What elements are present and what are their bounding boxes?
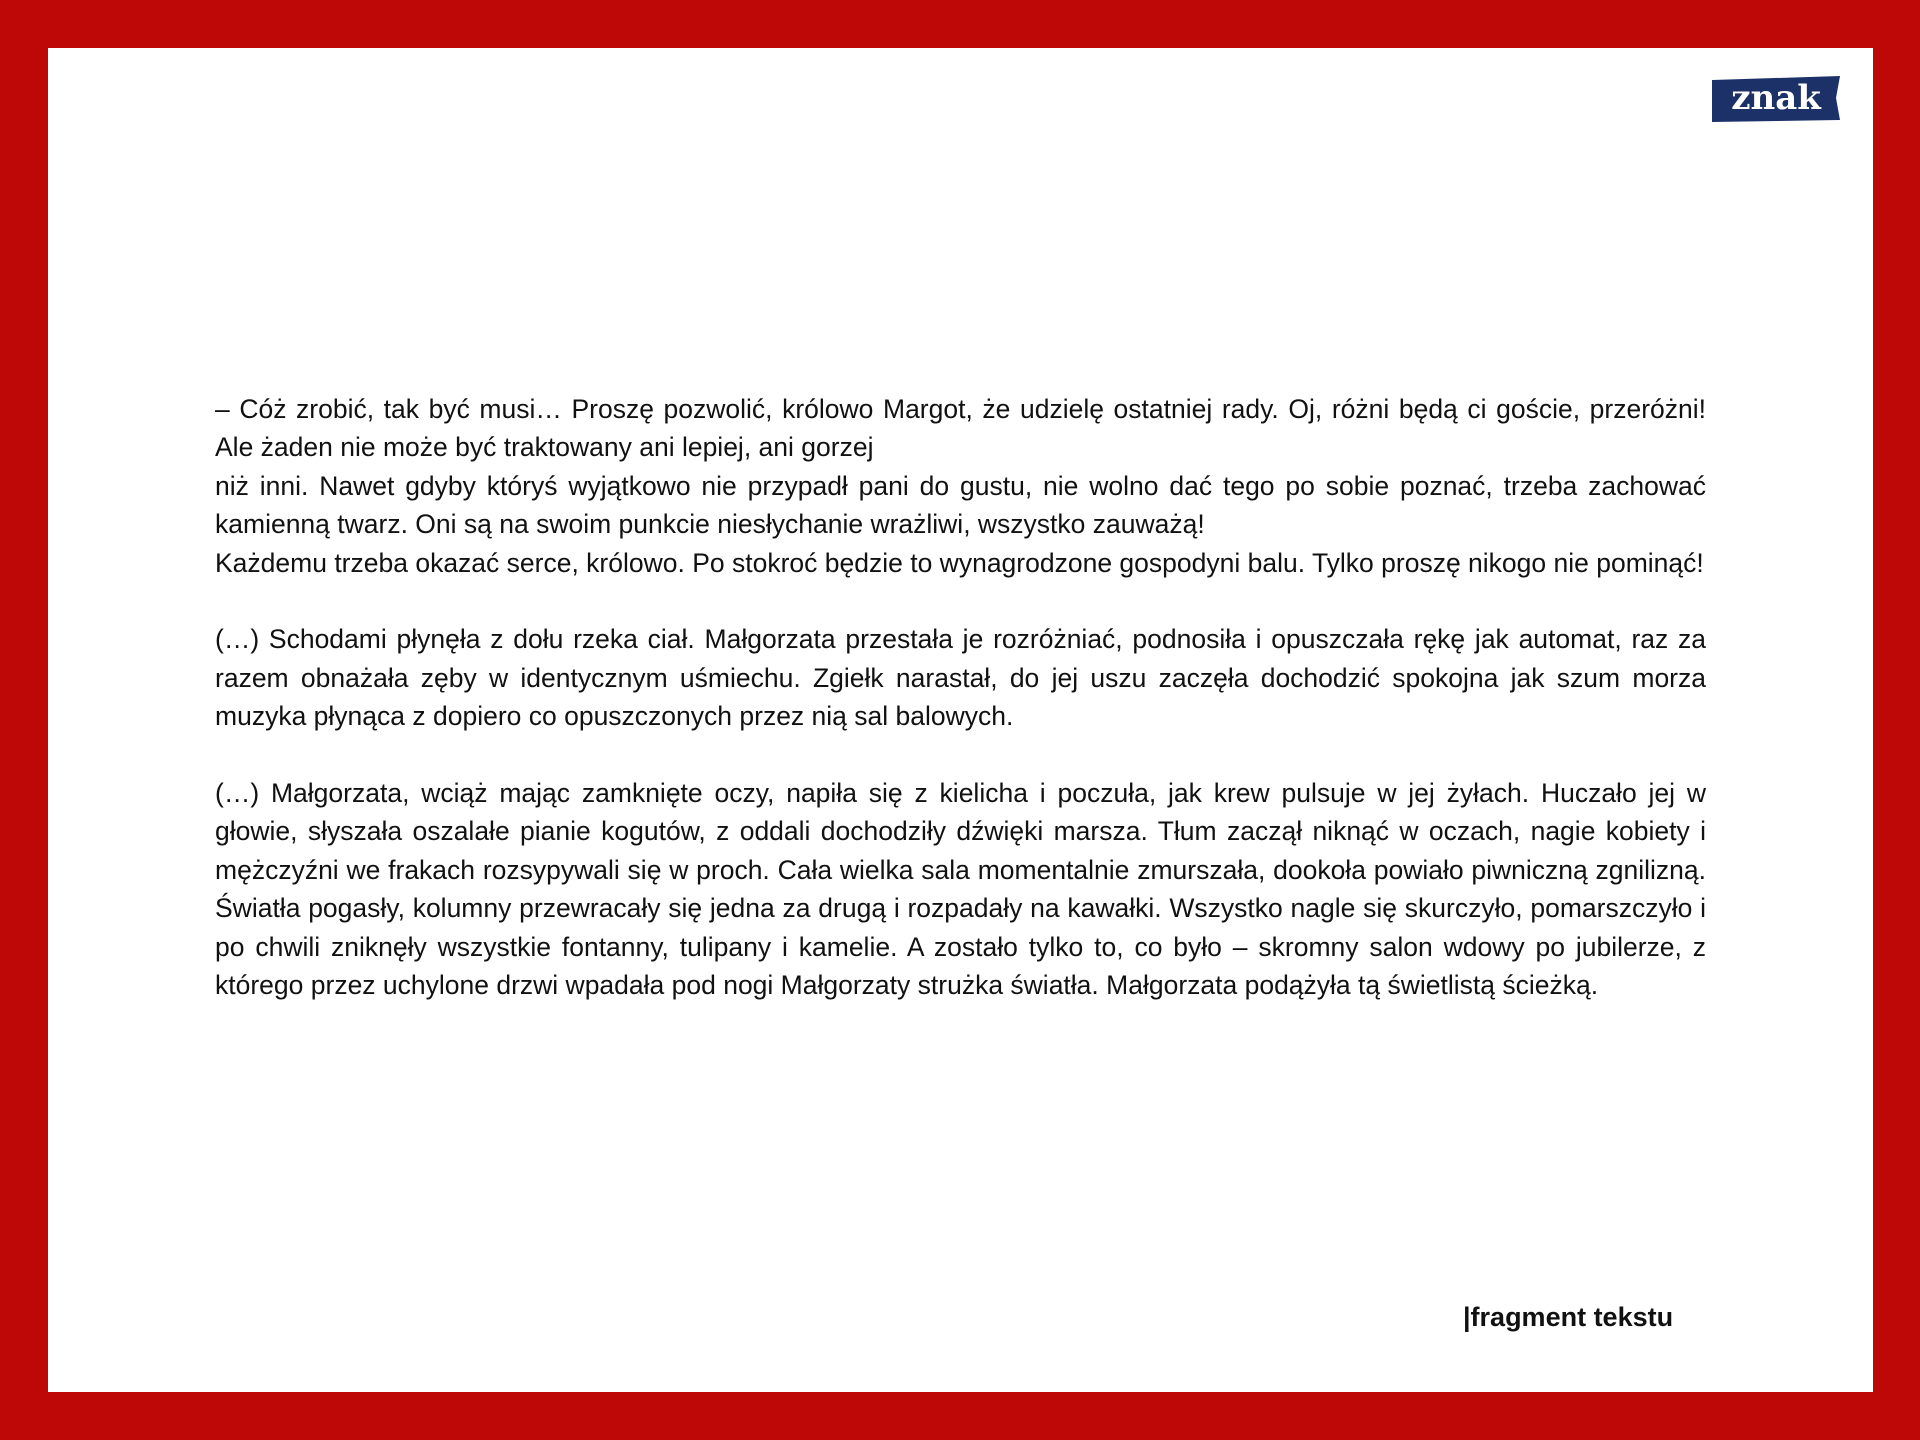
excerpt-text — [215, 390, 1706, 1004]
paragraph-advice: – Cóż zrobić, tak być musi… Proszę pozwolić, królowo Margot, że udzielę ostatniej rady. Oj, różni będą ci goście, przeróżni! Ale żaden nie może być traktowany ani lepiej, ani gorzej niż inni. Nawet gdyby któryś wyjątkowo nie przypadł pani do gustu, nie wolno dać tego po sobie poznać, trzeba zachować kamienną twarz. Oni są na swoim punkcie niesłychanie wrażliwi, wszystko zauważą! Każdemu trzeba okazać serce, królowo. Po stokroć będzie to wynagrodzone gospodyni balu. Tylko proszę nikogo nie pominąć! — [215, 394, 1706, 578]
znak-logo — [1710, 74, 1842, 124]
page-frame — [48, 48, 1873, 1392]
znak-logo-icon — [1710, 74, 1842, 124]
fragment-label: |fragment tekstu — [1463, 1302, 1674, 1332]
paragraph-ending: (…) Małgorzata, wciąż mając zamknięte oczy, napiła się z kielicha i poczuła, jak krew pulsuje w jej żyłach. Huczało jej w głowie, słyszała oszalałe pianie kogutów, z oddali dochodziły dźwięki marsza. Tłum zaczął niknąć w oczach, nagie kobiety i mężczyźni we frakach rozsypywali się w proch. Cała wielka sala momentalnie zmurszała, dookoła powiało piwniczną zgnilizną. Światła pogasły, kolumny przewracały się jedna za drugą i rozpadały na kawałki. Wszystko nagle się skurczyło, pomarszczyło i po chwili zniknęły wszystkie fontanny, tulipany i kamelie. A zostało tylko to, co było – skromny salon wdowy po jubilerze, z którego przez uchylone drzwi wpadała pod nogi Małgorzaty strużka światła. Małgorzata podążyła tą świetlistą ścieżką. — [215, 778, 1706, 1001]
logo-text: znak — [1731, 78, 1821, 118]
paragraph-river-of-bodies: (…) Schodami płynęła z dołu rzeka ciał. Małgorzata przestała je rozróżniać, podnosiła i opuszczała rękę jak automat, raz za razem obnażała zęby w identycznym uśmiechu. Zgiełk narastał, do jej uszu zaczęła dochodzić spokojna jak szum morza muzyka płynąca z dopiero co opuszczonych przez nią sal balowych. — [215, 624, 1706, 732]
